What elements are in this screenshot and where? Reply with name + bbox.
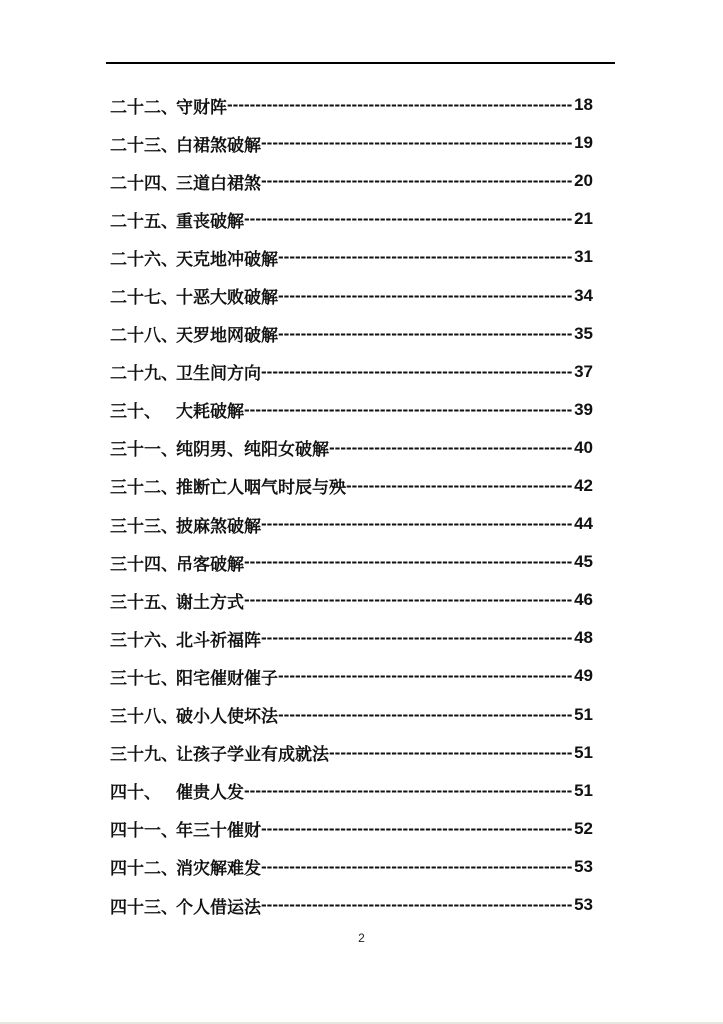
toc-leader [278,705,573,725]
toc-entry-page: 49 [574,666,593,686]
toc-entry-title: 北斗祈福阵 [176,630,261,650]
toc-entry [110,162,593,200]
toc-entry-page: 35 [574,323,593,343]
toc-leader [244,400,573,420]
toc-leader [244,781,573,801]
toc-leader [278,247,573,267]
toc-entry [110,696,593,734]
toc-entry [110,200,593,238]
toc-entry-number: 四十二、 [110,859,178,879]
toc-entry [110,734,593,772]
toc-leader [261,895,573,915]
toc-leader [261,628,573,648]
toc-entry-page: 45 [574,552,593,572]
toc-entry-title: 十恶大败破解 [176,288,278,308]
toc-entry-page: 44 [574,514,593,534]
toc-entry-title: 让孩子学业有成就法 [176,745,329,765]
toc-entry [110,619,593,657]
toc-entry-title: 卫生间方向 [176,364,261,384]
toc-entry-page: 40 [574,437,593,457]
toc-entry-title: 守财阵 [176,97,227,117]
toc-entry-page: 18 [574,95,593,115]
toc-entry-number: 四十一、 [110,821,178,841]
toc-entry [110,772,593,810]
toc-entry-title: 阳宅催财催子 [176,668,278,688]
toc-entry [110,657,593,695]
toc-entry [110,505,593,543]
toc-entry-number: 二十八、 [110,326,178,346]
toc-leader [244,552,573,572]
toc-leader [261,133,573,153]
toc-entry-title: 吊客破解 [176,554,244,574]
toc-entry-title: 破小人使坏法 [176,707,278,727]
toc-entry-number: 三十九、 [110,745,178,765]
toc-entry [110,124,593,162]
toc-entry-title: 推断亡人咽气时辰与殃 [176,478,346,498]
toc-entry-page: 31 [574,247,593,267]
toc-entry-title: 年三十催财 [176,821,261,841]
toc-entry-number: 二十七、 [110,288,178,308]
toc-entry-number: 二十三、 [110,135,178,155]
toc-entry-page: 53 [574,895,593,915]
toc-entry [110,581,593,619]
toc-leader [329,743,573,763]
toc-entry-title: 白裙煞破解 [176,135,261,155]
toc-entry-page: 52 [574,818,593,838]
toc-leader [278,324,573,344]
toc-entry-title: 披麻煞破解 [176,516,261,536]
toc-entry-page: 34 [574,285,593,305]
toc-entry [110,848,593,886]
toc-leader [261,857,573,877]
toc-entry [110,810,593,848]
toc-entry-title: 消灾解难发 [176,859,261,879]
toc-leader [244,590,573,610]
toc-leader [261,171,573,191]
toc-entry-page: 51 [574,742,593,762]
toc-leader [244,209,573,229]
toc-leader [346,476,573,496]
toc-entry [110,886,593,924]
toc-entry-number: 三十六、 [110,630,178,650]
toc-entry [110,276,593,314]
toc-entry-page: 51 [574,704,593,724]
toc-entry-number: 四十三、 [110,897,178,917]
toc-entry-page: 51 [574,780,593,800]
toc-entry-title: 大耗破解 [176,402,244,422]
toc-leader [278,666,573,686]
toc-entry-page: 19 [574,133,593,153]
toc-entry-number: 二十二、 [110,97,178,117]
toc-entry-number: 四十、 [110,783,161,803]
toc-entry-number: 三十五、 [110,592,178,612]
toc-entry [110,86,593,124]
toc-entry-title: 纯阴男、纯阳女破解 [176,440,329,460]
toc-entry [110,429,593,467]
toc-leader [261,362,573,382]
toc-entry-page: 37 [574,361,593,381]
toc-leader [261,514,573,534]
toc-entry-number: 二十五、 [110,211,178,231]
toc-entry-number: 三十八、 [110,707,178,727]
toc-entry-title: 个人借运法 [176,897,261,917]
toc-entry [110,391,593,429]
toc-entry-number: 三十七、 [110,668,178,688]
toc-entry-number: 二十九、 [110,364,178,384]
toc-entry-page: 48 [574,628,593,648]
toc-entry-page: 21 [574,209,593,229]
toc-entry [110,315,593,353]
toc-entry [110,353,593,391]
toc-entry-title: 催贵人发 [176,783,244,803]
toc-entry-number: 三十三、 [110,516,178,536]
toc-entry-page: 42 [574,475,593,495]
toc-entry-number: 三十四、 [110,554,178,574]
toc-entry-page: 46 [574,590,593,610]
toc-entry-page: 39 [574,399,593,419]
toc-entry [110,467,593,505]
toc-entry-number: 二十四、 [110,173,178,193]
toc-entry-number: 二十六、 [110,249,178,269]
table-of-contents [110,86,593,924]
toc-leader [227,95,573,115]
footer-page-number: 2 [358,931,365,945]
toc-entry-title: 重丧破解 [176,211,244,231]
toc-leader [261,819,573,839]
toc-entry-number: 三十、 [110,402,161,422]
toc-entry [110,238,593,276]
toc-entry-title: 三道白裙煞 [176,173,261,193]
toc-entry-page: 20 [574,171,593,191]
toc-entry-number: 三十二、 [110,478,178,498]
toc-entry-title: 谢土方式 [176,592,244,612]
header-rule [106,62,615,64]
toc-entry-number: 三十一、 [110,440,178,460]
toc-leader [329,438,573,458]
toc-leader [278,286,573,306]
toc-entry [110,543,593,581]
toc-entry-page: 53 [574,856,593,876]
toc-entry-title: 天克地冲破解 [176,249,278,269]
toc-entry-title: 天罗地网破解 [176,326,278,346]
